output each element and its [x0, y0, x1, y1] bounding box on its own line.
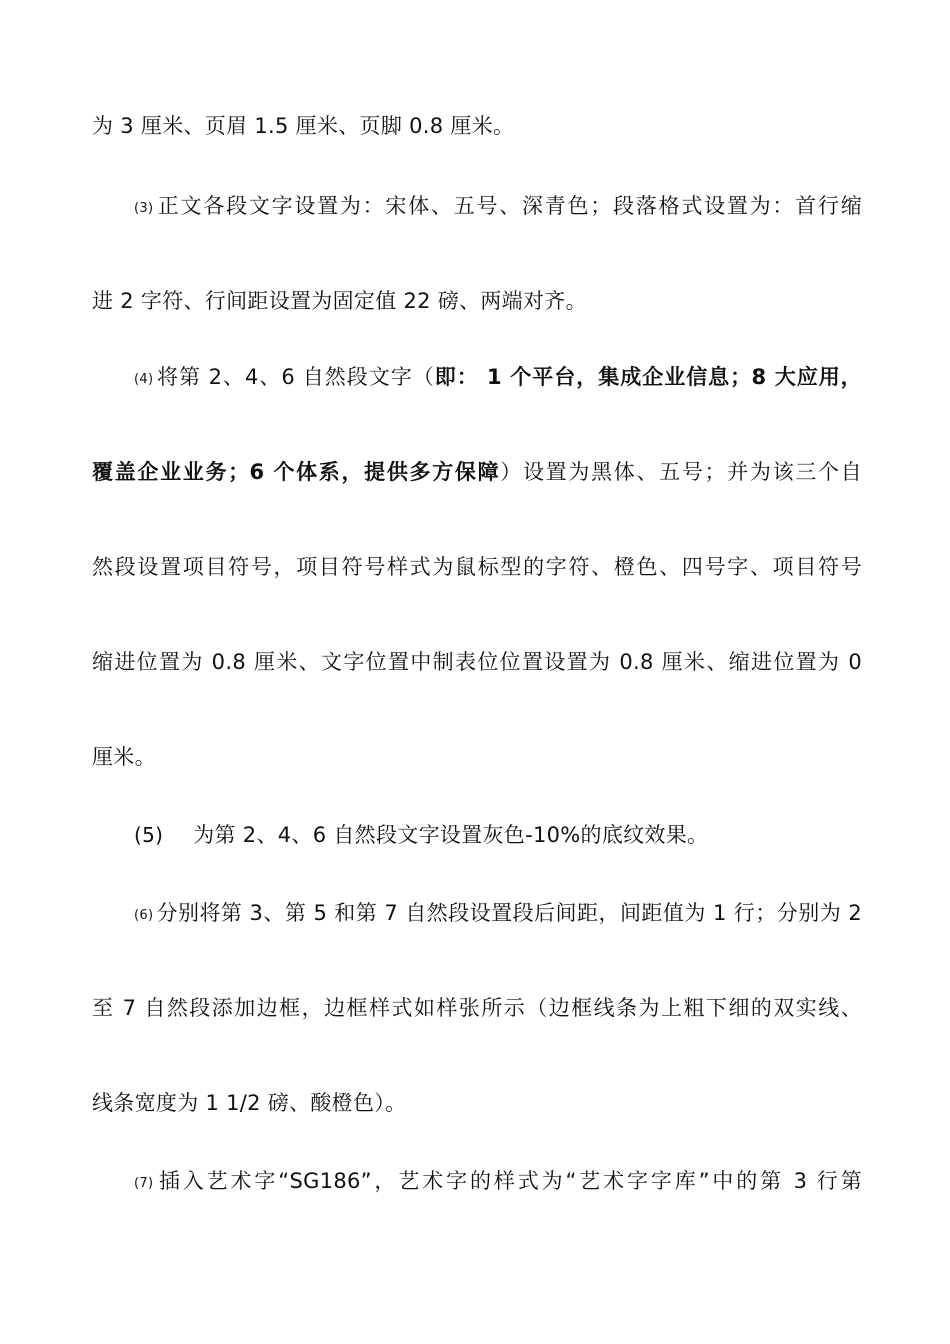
- bold-quote: 覆盖企业业务；6 个体系，提供多方保障: [92, 460, 501, 484]
- item-4-line-4: [92, 647, 862, 677]
- line-text: 至 7 自然段添加边框，边框样式如样张所示（边框线条为上粗下细的双实线、: [92, 996, 862, 1020]
- line-text: 插入艺术字“SG186”，艺术字的样式为“艺术字字库”中的第 3 行第: [156, 1169, 862, 1193]
- line-text: 为第 2、4、6 自然段文字设置灰色-10%的底纹效果。: [193, 823, 709, 847]
- line-text: 然段设置项目符号，项目符号样式为鼠标型的字符、橙色、四号字、项目符号: [92, 555, 862, 579]
- line-text: 缩进位置为 0.8 厘米、文字位置中制表位位置设置为 0.8 厘米、缩进位置为 0: [92, 650, 862, 674]
- item-4-line-1: [134, 362, 862, 396]
- item-3-line-2: [92, 286, 862, 316]
- line-text: 将第 2、4、6 自然段文字（: [156, 365, 435, 389]
- line-text: 线条宽度为 1 1/2 磅、酸橙色）。: [92, 1091, 407, 1115]
- item-number: (3): [134, 201, 154, 216]
- item-3-line-1: [134, 191, 862, 225]
- line-text: ）设置为黑体、五号；并为该三个自: [500, 460, 862, 484]
- item-6-line-1: [134, 898, 862, 932]
- item-number: (4): [134, 372, 154, 387]
- item-6-line-2: [92, 993, 862, 1023]
- item-4-line-3: [92, 552, 862, 582]
- line-text: 厘米。: [92, 745, 156, 769]
- line-text: 分别将第 3、第 5 和第 7 自然段设置段后间距，间距值为 1 行；分别为 2: [156, 901, 862, 925]
- line-text: 正文各段文字设置为：宋体、五号、深青色；段落格式设置为：首行缩: [156, 194, 862, 218]
- item-number: (5): [134, 823, 164, 847]
- item-5-line-1: [134, 820, 862, 850]
- line-text: 为 3 厘米、页眉 1.5 厘米、页脚 0.8 厘米。: [92, 114, 515, 138]
- text-line-1: [92, 111, 862, 141]
- item-number: (6): [134, 908, 154, 923]
- item-7-line-1: [134, 1166, 862, 1200]
- bold-quote: 即： 1 个平台，集成企业信息；8 大应用，: [434, 365, 862, 389]
- item-4-line-5: [92, 742, 862, 772]
- item-4-line-2: [92, 457, 862, 487]
- line-text: 进 2 字符、行间距设置为固定值 22 磅、两端对齐。: [92, 289, 587, 313]
- item-6-line-3: [92, 1088, 862, 1118]
- item-number: (7): [134, 1176, 154, 1191]
